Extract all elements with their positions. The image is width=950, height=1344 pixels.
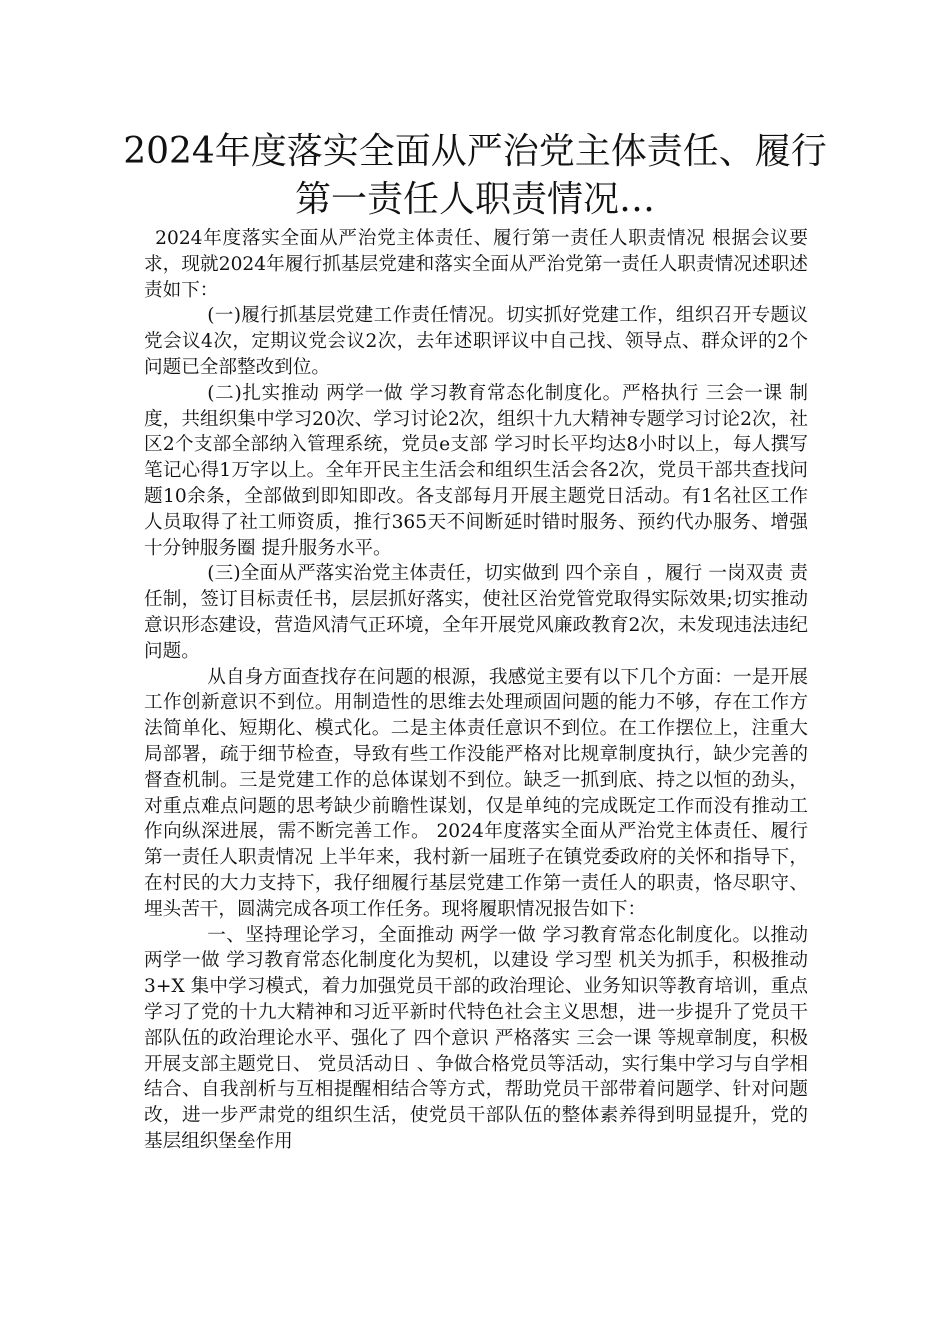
document-title: 2024年度落实全面从严治党主体责任、履行第一责任人职责情况… — [123, 131, 827, 220]
paragraph-intro: 2024年度落实全面从严治党主体责任、履行第一责任人职责情况 根据会议要求，现就2024年履行抓基层党建和落实全面从严治党第一责任人职责情况述职述责如下： — [144, 228, 808, 301]
document-body — [144, 226, 808, 1155]
paragraph-section-3: (三)全面从严落实治党主体责任，切实做到 四个亲自 ，履行 一岗双责 责任制，签订目标责任书，层层抓好落实，使社区治党管党取得实际效果;切实推动意识形态建设，营造风清气正环境，全年开展党风廉政教育2次，未发现违法违纪问题。 — [144, 563, 808, 662]
paragraph-theory-study: 一、坚持理论学习，全面推动 两学一做 学习教育常态化制度化。以推动 两学一做 学习教育常态化制度化为契机，以建设 学习型 机关为抓手，积极推动 3+X 集中学习模式，着力加强党员干部的政治理论、业务知识等教育培训，重点学习了党的十九大精神和习近平新时代特色社会主义思想，进一步提升了党员干部队伍的政治理论水平、强化了 四个意识 严格落实 三会一课 等规章制度，积极开展支部主题党日、 党员活动日 、争做合格党员等活动，实行集中学习与自学相结合、自我剖析与互相提醒相结合等方式，帮助党员干部带着问题学、针对问题改，进一步严肃党的组织生活，使党员干部队伍的整体素养得到明显提升，党的基层组织堡垒作用 — [144, 924, 808, 1152]
paragraph-section-1: (一)履行抓基层党建工作责任情况。切实抓好党建工作，组织召开专题议党会议4次，定期议党会议2次，去年述职评议中自己找、领导点、群众评的2个问题已全部整改到位。 — [144, 305, 808, 378]
paragraph-section-2: (二)扎实推动 两学一做 学习教育常态化制度化。严格执行 三会一课 制度，共组织集中学习20次、学习讨论2次，组织十九大精神专题学习讨论2次，社区2个支部全部纳入管理系统，党员e支部 学习时长平均达8小时以上，每人撰写笔记心得1万字以上。全年开民主生活会和组织生活会各2次，党员干部共查找问题10余条，全部做到即知即改。各支部每月开展主题党日活动。有1名社区工作人员取得了社工师资质，推行365天不间断延时错时服务、预约代办服务、增强 十分钟服务圈 提升服务水平。 — [144, 382, 808, 559]
paragraph-problems: 从自身方面查找存在问题的根源，我感觉主要有以下几个方面：一是开展工作创新意识不到位。用制造性的思维去处理顽固问题的能力不够，存在工作方法简单化、短期化、模式化。二是主体责任意识不到位。在工作摆位上，注重大局部署，疏于细节检查，导致有些工作没能严格对比规章制度执行，缺少完善的督查机制。三是党建工作的总体谋划不到位。缺乏一抓到底、持之以恒的劲头，对重点难点问题的思考缺少前瞻性谋划，仅是单纯的完成既定工作而没有推动工作向纵深进展，需不断完善工作。 2024年度落实全面从严治党主体责任、履行第一责任人职责情况 上半年来，我村新一届班子在镇党委政府的关怀和指导下，在村民的大力支持下，我仔细履行基层党建工作第一责任人的职责，恪尽职守、埋头苦干，圆满完成各项工作任务。现将履职情况报告如下： — [144, 666, 808, 920]
